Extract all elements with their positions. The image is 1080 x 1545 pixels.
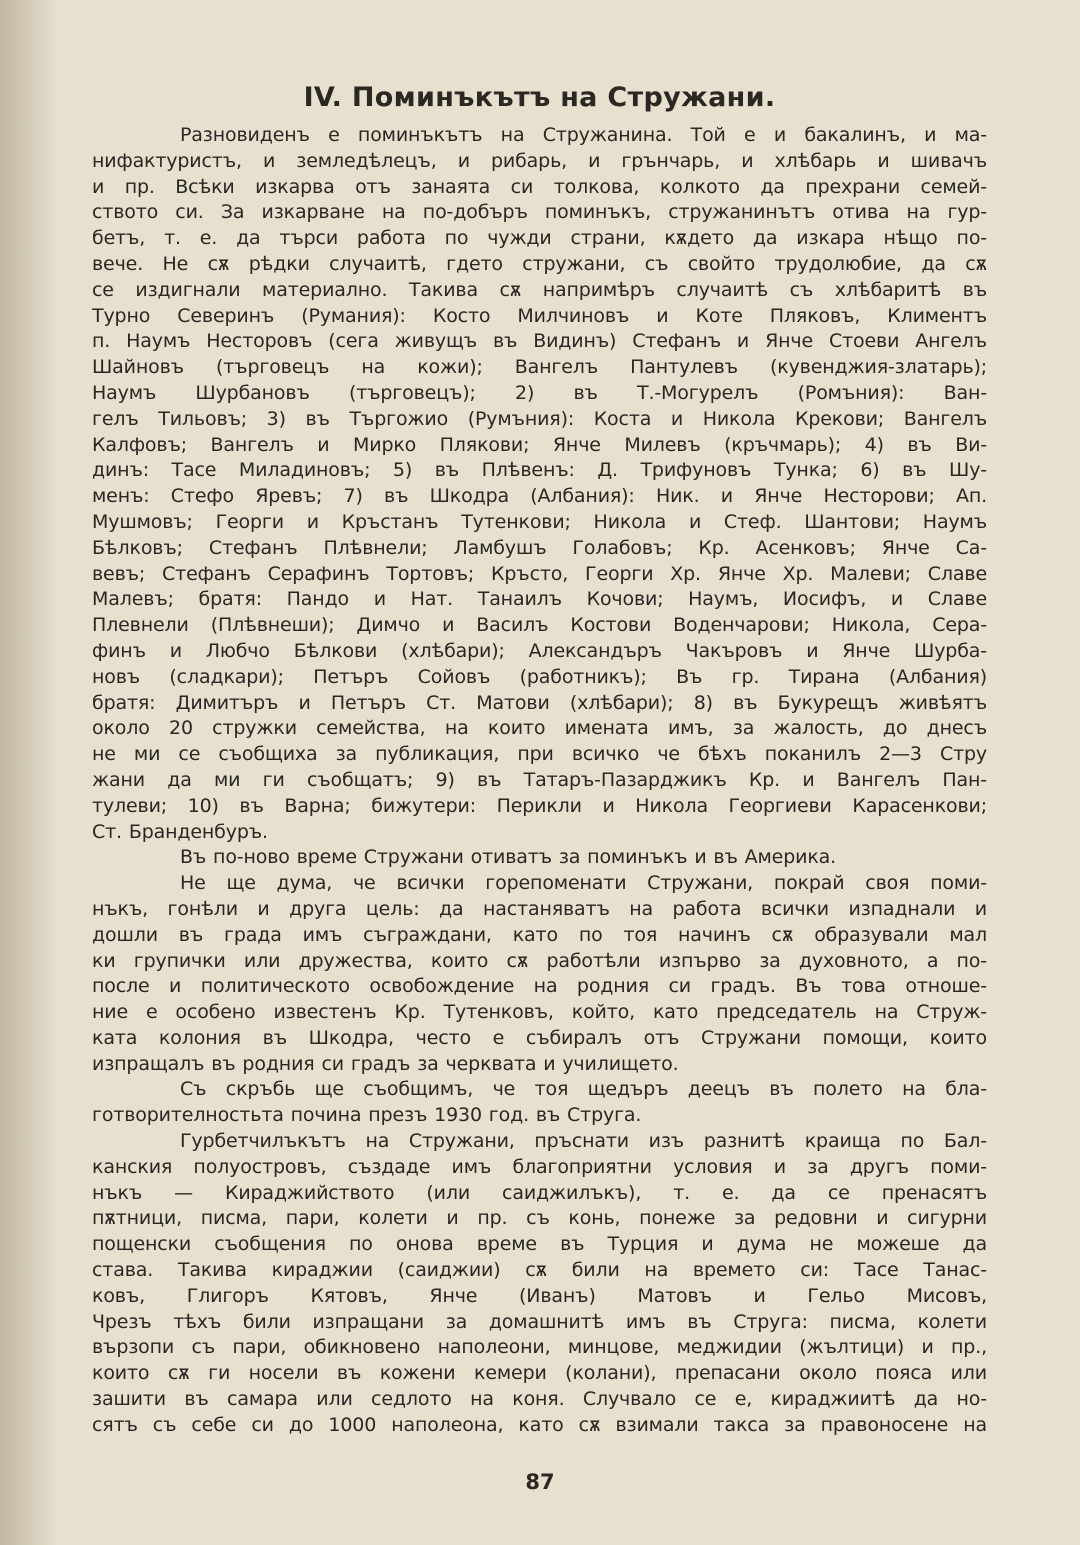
text-line: не ми се съобщиха за публикация, при всичко че бѣхъ поканилъ 2—3 Стру — [92, 743, 987, 766]
text-line: финъ и Любчо Бѣлкови (хлѣбари); Александъръ Чакъровъ и Янче Шурба- — [92, 639, 987, 662]
text-line: пощенски съобщения по онова време въ Турция и дума не можеше да — [92, 1233, 987, 1256]
text-line: Разновиденъ е поминъкътъ на Стружанина. Той е и бакалинъ, и ма- — [180, 124, 987, 146]
article-body — [92, 82, 987, 1439]
text-line: Малевъ; братя: Пандо и Нат. Танаилъ Кочови; Наумъ, Иосифъ, и Славе — [92, 588, 987, 611]
text-line: нъкъ, гонѣли и друга цель: да настаняватъ на работа всички изпаднали и — [92, 897, 987, 920]
text-line: готворителностьта почина презъ 1930 год. въ Струга. — [92, 1104, 642, 1127]
text-line: става. Такива кираджии (саиджии) сѫ били на времето си: Тасе Танас- — [92, 1259, 987, 1282]
text-line: вързопи съ пари, обикновено наполеони, минцове, меджидии (жълтици) и пр., — [92, 1336, 987, 1359]
text-line: Плевнели (Плѣвнеши); Димчо и Василъ Костови Воденчарови; Никола, Сера- — [92, 614, 987, 637]
text-line: ние е особено известенъ Кр. Тутенковъ, който, като председатель на Струж- — [92, 1001, 987, 1024]
paragraph-lines — [92, 123, 987, 1439]
text-line: ката колония въ Шкодра, често е събиралъ отъ Стружани помощи, които — [92, 1026, 987, 1049]
text-line: после и политическото освобождение на родния си градъ. Въ това отноше- — [92, 975, 987, 998]
text-line: п. Наумъ Несторовъ (сега живущъ въ Видинъ) Стефанъ и Янче Стоеви Ангелъ — [92, 330, 987, 353]
text-line: се издигнали материално. Такива сѫ напримѣръ случаитѣ съ хлѣбаритѣ въ — [92, 278, 987, 301]
text-line: ството си. За изкарване на по-добъръ поминъкъ, стружанинътъ отива на гур- — [92, 201, 987, 224]
text-line: Чрезъ тѣхъ били изпращани за домашнитѣ имъ въ Струга: писма, колети — [92, 1310, 987, 1333]
text-line: дошли въ града имъ съграждани, като по тоя начинъ сѫ образували мал — [92, 923, 987, 946]
text-line: зашити въ самара или седлото на коня. Случвало се е, кираджиитѣ да но- — [92, 1388, 987, 1411]
text-line: менъ: Стефо Яревъ; 7) въ Шкодра (Албания): Ник. и Янче Несторови; Ап. — [92, 485, 987, 508]
text-line: канския полуостровъ, създаде имъ благоприятни условия и за другъ поми- — [92, 1155, 987, 1178]
text-line: Съ скръбь ще съобщимъ, че тоя щедъръ деецъ въ полето на бла- — [180, 1078, 987, 1101]
text-line: новъ (сладкари); Петъръ Сойовъ (работникъ); Въ гр. Тирана (Албания) — [92, 665, 987, 688]
chapter-heading: IV. Поминъкътъ на Стружани. — [303, 82, 776, 113]
text-line: Шайновъ (търговецъ на кожи); Вангелъ Пантулевъ (кувенджия-златарь); — [92, 356, 987, 379]
text-line: вече. Не сѫ рѣдки случаитѣ, гдето стружани, съ свойто трудолюбие, да сѫ — [92, 252, 987, 275]
text-line: тулеви; 10) въ Варна; бижутери: Перикли и Никола Георгиеви Карасенкови; — [92, 794, 987, 817]
text-line: жани да ми ги съобщатъ; 9) въ Татаръ-Пазарджикъ Кр. и Вангелъ Пан- — [92, 768, 987, 791]
text-line: братя: Димитъръ и Петъръ Ст. Матови (хлѣбари); 8) въ Букурещъ живѣятъ — [92, 691, 987, 714]
text-line: Ст. Бранденбуръ. — [92, 820, 268, 843]
text-line: изпращалъ въ родния си градъ за черквата и училището. — [92, 1052, 679, 1075]
text-line: Не ще дума, че всички горепоменати Стружани, покрай своя поми- — [180, 872, 987, 895]
text-line: нифактуристъ, и земледѣлецъ, и рибарь, и грънчарь, и хлѣбарь и шивачъ — [92, 149, 987, 172]
page-shadow-edge — [0, 0, 58, 1545]
text-line: Въ по-ново време Стружани отиватъ за поминъкъ и въ Америка. — [180, 846, 837, 869]
text-line: Бѣлковъ; Стефанъ Плѣвнели; Ламбушъ Голабовъ; Кр. Асенковъ; Янче Са- — [92, 536, 987, 559]
text-line: ки групички или дружества, които сѫ работѣли изпърво за духовното, а по- — [92, 949, 987, 972]
text-line: нъкъ — Кираджийството (или саиджилъкъ), т. е. да се пренасятъ — [92, 1181, 987, 1204]
text-line: динъ: Тасе Миладиновъ; 5) въ Плѣвенъ: Д. Трифуновъ Тунка; 6) въ Шу- — [92, 459, 987, 482]
text-line: Калфовъ; Вангелъ и Мирко Плякови; Янче Милевъ (кръчмарь); 4) въ Ви- — [92, 433, 987, 456]
text-line: и пр. Всѣки изкарва отъ занаята си толкова, колкото да прехрани семей- — [92, 175, 987, 198]
text-line: гелъ Тильовъ; 3) въ Търгожио (Румъния): Коста и Никола Крекови; Вангелъ — [92, 407, 987, 430]
text-line: бетъ, т. е. да търси работа по чужди страни, кѫдето да изкара нѣщо по- — [92, 227, 987, 250]
text-line: Наумъ Шурбановъ (търговецъ); 2) въ Т.-Могурелъ (Ромъния): Ван- — [92, 381, 987, 404]
text-line: които сѫ ги носели въ кожени кемери (колани), препасани около пояса или — [92, 1362, 987, 1385]
text-line: Гурбетчилъкътъ на Стружани, пръснати изъ разнитѣ краища по Бал- — [180, 1130, 987, 1153]
text-line: Турно Северинъ (Румания): Косто Милчиновъ и Коте Пляковъ, Климентъ — [92, 304, 987, 327]
page-number: 87 — [525, 1470, 555, 1494]
text-line: вевъ; Стефанъ Серафинъ Тортовъ; Кръсто, Георги Хр. Янче Хр. Малеви; Славе — [92, 562, 987, 585]
text-line: сятъ съ себе си до 1000 наполеона, като сѫ взимали такса за правоносене на — [92, 1413, 987, 1436]
text-line: пѫтници, писма, пари, колети и пр. съ конь, понеже за редовни и сигурни — [92, 1207, 987, 1230]
text-line: ковъ, Глигоръ Кятовъ, Янче (Иванъ) Матовъ и Гельо Мисовъ, — [92, 1284, 987, 1307]
text-line: около 20 стружки семейства, на които имената имъ, за жалость, до днесъ — [92, 717, 987, 740]
text-line: Мушмовъ; Георги и Кръстанъ Тутенкови; Никола и Стеф. Шантови; Наумъ — [92, 510, 987, 533]
